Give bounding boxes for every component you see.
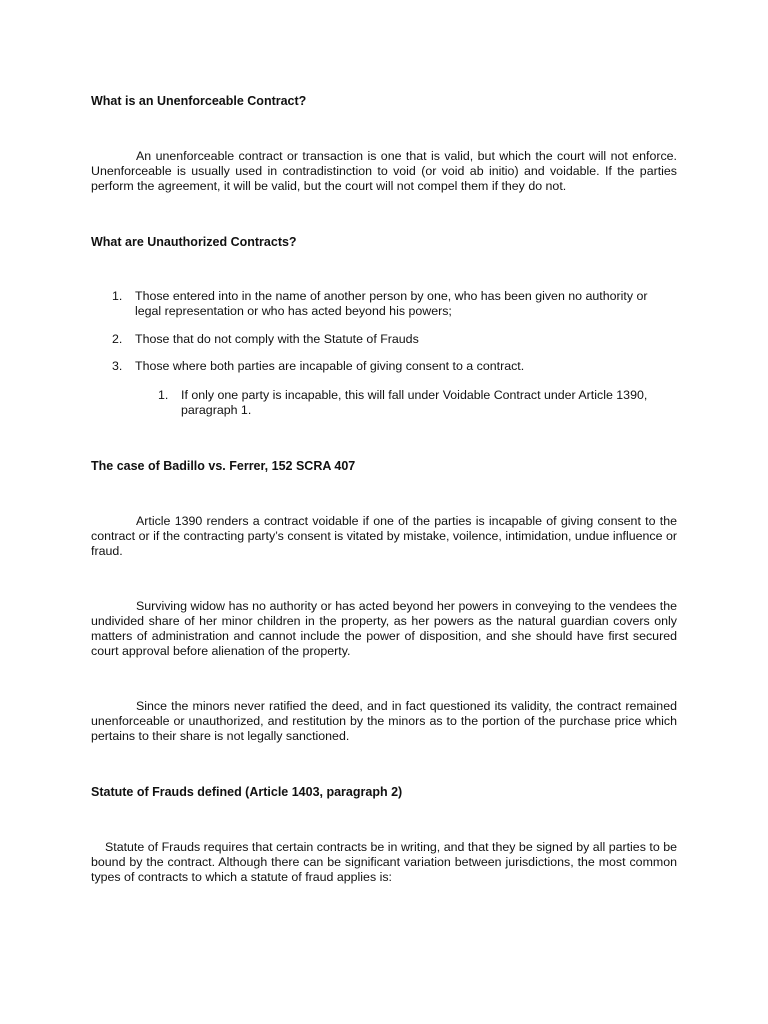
heading-unenforceable-contract: What is an Unenforceable Contract? [91,94,307,108]
paragraph-text: Since the minors never ratified the deed, and in fact questioned its validity, the contract remained unenforceable or unauthorized, and restitution by the minors as to the portion of the purchase price which pertains to their share is not legally sanctioned. [91,699,677,743]
sub-list-item [91,388,677,418]
list-text: Those that do not comply with the Statute of Frauds [135,332,419,346]
paragraph-text: Statute of Frauds requires that certain contracts be in writing, and that they be signed by all parties to be bound by the contract. Although there can be significant variation between jurisdictions, the most common types of contracts to which a statute of fraud applies is: [91,840,677,884]
list-number: 3. [112,359,123,373]
heading-badillo-case: The case of Badillo vs. Ferrer, 152 SCRA 407 [91,459,356,473]
paragraph-minors-ratification [91,699,677,744]
list-number: 2. [112,332,123,346]
paragraph-unenforceable-definition [91,149,677,194]
list-text: Those where both parties are incapable of giving consent to a contract. [135,359,525,373]
paragraph-text: Article 1390 renders a contract voidable if one of the parties is incapable of giving consent to the contract or if the contracting party’s consent is vitated by mistake, voilence, intimidation, undue influence or fraud. [91,514,677,558]
list-item [91,332,677,347]
paragraph-surviving-widow [91,599,677,659]
paragraph-article-1390 [91,514,677,559]
list-number: 1. [112,289,123,303]
list-text: Those entered into in the name of another person by one, who has been given no authority or legal representation or who has acted beyond his powers; [135,289,648,318]
heading-statute-of-frauds: Statute of Frauds defined (Article 1403, paragraph 2) [91,785,403,799]
paragraph-statute-of-frauds [91,840,677,885]
paragraph-text: An unenforceable contract or transaction is one that is valid, but which the court will not enforce. Unenforceable is usually used in contradistinction to void (or void ab initio) and voidable. If the parties perform the agreement, it will be valid, but the court will not compel them if they do not. [91,149,677,193]
list-text: If only one party is incapable, this will fall under Voidable Contract under Article 1390, paragraph 1. [181,388,648,417]
paragraph-text: Surviving widow has no authority or has acted beyond her powers in conveying to the vendees the undivided share of her minor children in the property, as her powers as the natural guardian covers only matters of administration and cannot include the power of disposition, and she should have first secured court approval before alienation of the property. [91,599,677,658]
list-item [91,289,677,319]
list-item [91,359,677,374]
list-number: 1. [158,388,169,402]
heading-unauthorized-contracts: What are Unauthorized Contracts? [91,235,297,249]
